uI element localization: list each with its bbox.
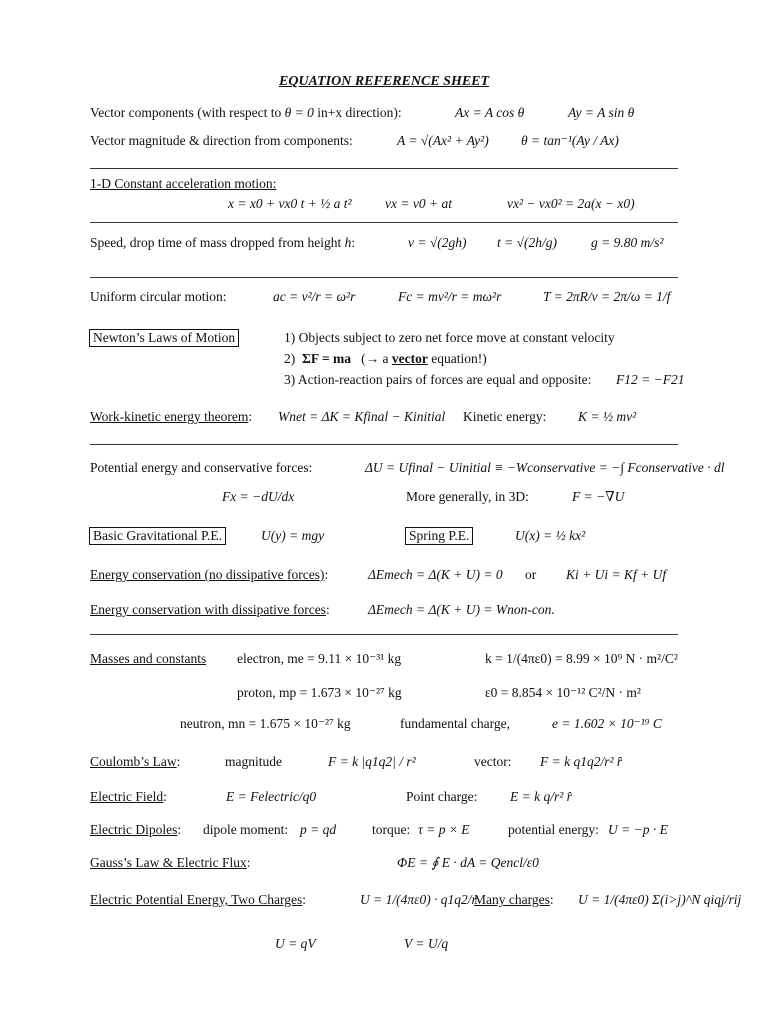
energy-or: or (525, 567, 537, 582)
coulomb-label (90, 755, 180, 769)
v-uq-equation: V = U/q (404, 936, 449, 951)
kinetic-energy-label: Kinetic energy: (463, 409, 547, 424)
newton-label: Newton’s Laws of Motion (89, 329, 239, 347)
epe-label-suffix: : (302, 892, 307, 907)
kinematics-eq1: x = x0 + vx0 t + ½ a t² (228, 196, 352, 211)
vector-components-text: Vector components (with respect to (90, 105, 282, 120)
dipole-pe-equation: U = −p · E (608, 822, 668, 837)
drop-label-suffix: : (351, 235, 356, 250)
energy-cons-label-text: Energy conservation (no dissipative forces) (90, 567, 325, 582)
vector-components-suffix: in+x direction): (317, 105, 402, 120)
many-charges-equation: U = 1/(4πε0) Σ(i>j)^N qiqj/rij (578, 892, 742, 907)
many-charges-suffix: : (549, 892, 554, 907)
divider (90, 444, 678, 445)
newton-law3-eq: F12 = −F21 (616, 372, 685, 387)
energy-diss-label (90, 603, 330, 617)
dipole-moment-label: dipole moment: (203, 822, 289, 837)
efield-equation: E = Felectric/q0 (226, 789, 317, 804)
energy-diss-equation: ΔEmech = Δ(K + U) = Wnon-con. (368, 602, 555, 617)
energy-cons-equation: ΔEmech = Δ(K + U) = 0 (368, 567, 503, 582)
many-charges-label-text: Many charges (474, 892, 550, 907)
coulomb-magnitude-label: magnitude (225, 754, 282, 769)
epe-label (90, 893, 306, 907)
gravity-constant: g = 9.80 m/s² (591, 235, 664, 250)
kinetic-energy-equation: K = ½ mv² (578, 409, 637, 424)
epe-label-text: Electric Potential Energy, Two Charges (90, 892, 303, 907)
newton-law3: 3) Action-reaction pairs of forces are equal and opposite: (284, 372, 592, 387)
fundamental-charge-label: fundamental charge, (400, 716, 510, 731)
drop-label-var: h (344, 235, 352, 250)
dipole-moment-equation: p = qd (300, 822, 337, 837)
dipole-label-text: Electric Dipoles (90, 822, 178, 837)
spring-pe-equation: U(x) = ½ kx² (515, 528, 586, 543)
gauss-label-suffix: : (246, 855, 251, 870)
circular-label: Uniform circular motion: (90, 289, 227, 304)
coulomb-vector-equation: F = k q1q2/r² r̂ (540, 754, 623, 769)
kinematics-label: 1-D Constant acceleration motion: (90, 176, 277, 191)
fx-equation: Fx = −dU/dx (222, 489, 295, 504)
coulomb-constant: k = 1/(4πε0) = 8.99 × 10⁹ N · m²/C² (485, 651, 678, 666)
gauss-label-text: Gauss’s Law & Electric Flux (90, 855, 247, 870)
fundamental-charge: e = 1.602 × 10⁻¹⁹ C (552, 716, 662, 731)
epe-equation: U = 1/(4πε0) · q1q2/r (360, 892, 477, 907)
potential-label: Potential energy and conservative forces: (90, 460, 313, 475)
drop-t-equation: t = √(2h/g) (497, 235, 558, 250)
kinematics-eq2: vx = v0 + at (385, 196, 452, 211)
newton-law2 (284, 352, 487, 366)
divider (90, 222, 678, 223)
newton-law2-num: 2) (284, 351, 296, 366)
newton-law2-eq: ΣF = ma (302, 351, 352, 366)
point-charge-equation: E = k q/r² r̂ (510, 789, 572, 804)
work-equation: Wnet = ΔK = Kfinal − Kinitial (278, 409, 446, 424)
theta-zero: θ = 0 (284, 105, 314, 120)
drop-v-equation: v = √(2gh) (408, 235, 467, 250)
divider (90, 168, 678, 169)
page-title: EQUATION REFERENCE SHEET (279, 74, 490, 89)
centripetal-force: Fc = mv²/r = mω²r (398, 289, 502, 304)
torque-label: torque: (372, 822, 411, 837)
dipole-label-suffix: : (177, 822, 182, 837)
efield-label (90, 790, 167, 804)
torque-equation: τ = p × E (418, 822, 470, 837)
kinematics-eq3: vx² − vx0² = 2a(x − x0) (507, 196, 635, 211)
vector-components-label (90, 106, 402, 120)
grav-pe-equation: U(y) = mgy (261, 528, 325, 543)
ay-equation: Ay = A sin θ (568, 105, 635, 120)
drop-label-text: Speed, drop time of mass dropped from height (90, 235, 342, 250)
potential-equation: ΔU = Ufinal − Uinitial ≡ −Wconservative = −∫ Fconservative · dl (365, 460, 725, 475)
grav-pe-label: Basic Gravitational P.E. (89, 527, 226, 545)
ax-equation: Ax = A cos θ (455, 105, 525, 120)
work-label-text: Work-kinetic energy theorem (90, 409, 249, 424)
efield-label-suffix: : (163, 789, 167, 804)
electron-mass: electron, me = 9.11 × 10⁻³¹ kg (237, 651, 402, 666)
spring-pe-label: Spring P.E. (405, 527, 473, 545)
neutron-mass: neutron, mn = 1.675 × 10⁻²⁷ kg (180, 716, 351, 731)
u-qv-equation: U = qV (275, 936, 316, 951)
magnitude-equation: A = √(Ax² + Ay²) (397, 133, 489, 148)
energy-cons-suffix: : (324, 567, 329, 582)
newton-law2-note-post: equation!) (431, 351, 487, 366)
divider (90, 634, 678, 635)
drop-label (90, 236, 355, 250)
newton-law2-note-bold: vector (391, 351, 428, 366)
energy-cons-equation2: Ki + Ui = Kf + Uf (566, 567, 667, 582)
energy-diss-suffix: : (325, 602, 330, 617)
coulomb-vector-label: vector: (474, 754, 512, 769)
work-label (90, 410, 252, 424)
newton-law1: 1) Objects subject to zero net force move at constant velocity (284, 330, 615, 345)
efield-label-text: Electric Field (90, 789, 164, 804)
gauss-label (90, 856, 251, 870)
many-charges-label (474, 893, 554, 907)
centripetal-acceleration: ac = v²/r = ω²r (273, 289, 356, 304)
vector-magnitude-label: Vector magnitude & direction from components: (90, 133, 353, 148)
permittivity: ε0 = 8.854 × 10⁻¹² C²/N · m² (485, 685, 641, 700)
general-3d-equation: F = −∇U (572, 489, 625, 504)
dipole-label (90, 823, 181, 837)
coulomb-magnitude-equation: F = k |q1q2| / r² (328, 754, 416, 769)
direction-equation: θ = tan⁻¹(Ay / Ax) (521, 133, 619, 148)
energy-diss-label-text: Energy conservation with dissipative forces (90, 602, 326, 617)
coulomb-label-suffix: : (176, 754, 181, 769)
point-charge-label: Point charge: (406, 789, 478, 804)
dipole-pe-label: potential energy: (508, 822, 599, 837)
work-label-suffix: : (248, 409, 253, 424)
proton-mass: proton, mp = 1.673 × 10⁻²⁷ kg (237, 685, 402, 700)
constants-label: Masses and constants (90, 651, 207, 666)
energy-cons-label (90, 568, 328, 582)
period-equation: T = 2πR/v = 2π/ω = 1/f (543, 289, 671, 304)
divider (90, 277, 678, 278)
general-3d-label: More generally, in 3D: (406, 489, 529, 504)
coulomb-label-text: Coulomb’s Law (90, 754, 177, 769)
gauss-equation: ΦE = ∮ E · dA = Qencl/ε0 (397, 855, 539, 870)
newton-law2-note-pre: (→ a (361, 351, 389, 366)
